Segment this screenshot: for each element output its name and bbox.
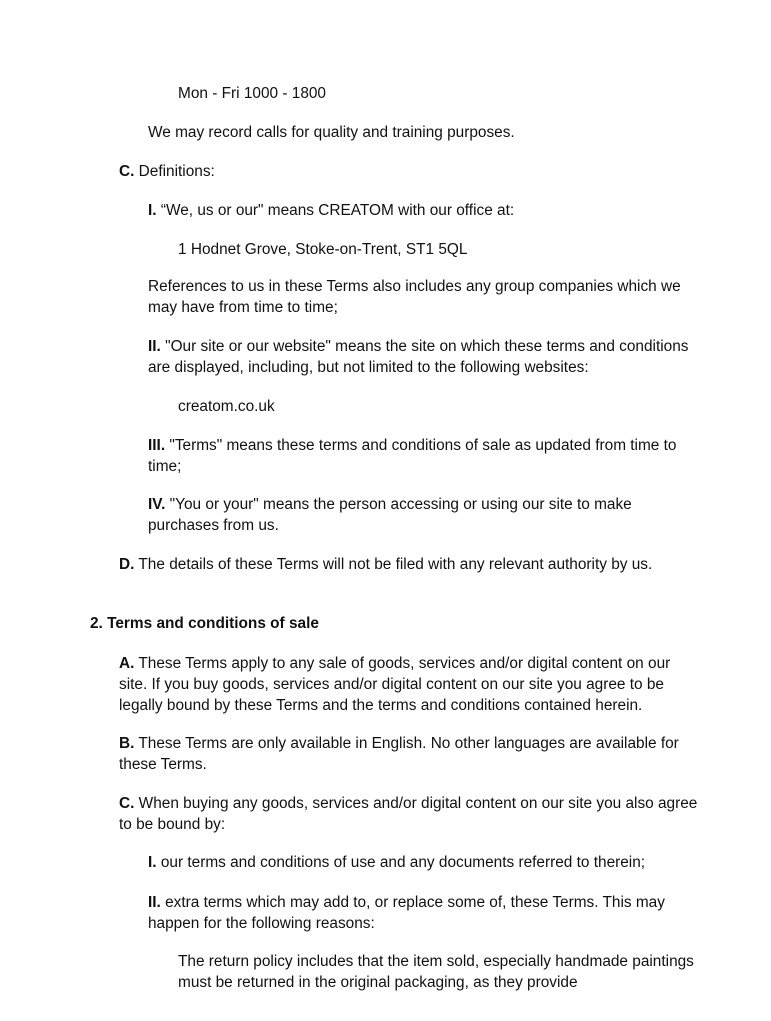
item-text: These Terms apply to any sale of goods, services and/or digital content on our site. If you buy goods, services and/or digital content on our site you agree to be legally bound by these Terms and the terms and conditions contained herein. [119, 655, 671, 714]
item-text: When buying any goods, services and/or digital content on our site you also agree to be bound by: [119, 795, 698, 833]
section-2-item-a [119, 653, 699, 716]
call-recording-notice: We may record calls for quality and training purposes. [148, 124, 515, 141]
item-text: "Our site or our website" means the site on which these terms and conditions are displayed, including, but not limited to the following websites: [148, 338, 689, 376]
return-policy-paragraph: The return policy includes that the item sold, especially handmade paintings must be returned in the original packaging, as they provide [178, 953, 694, 991]
item-text: extra terms which may add to, or replace some of, these Terms. This may happen for the following reasons: [148, 894, 665, 932]
item-label: III. [148, 437, 166, 454]
item-text: Definitions: [134, 163, 215, 180]
section-2-item-c-i [148, 852, 693, 873]
filing-statement [119, 554, 699, 575]
item-label: I. [148, 854, 157, 871]
office-hours: Mon - Fri 1000 - 1800 [178, 85, 326, 102]
definition-terms [148, 435, 693, 477]
item-label: B. [119, 735, 135, 752]
item-label: I. [148, 202, 157, 219]
item-label: IV. [148, 496, 166, 513]
item-text: "Terms" means these terms and conditions of sale as updated from time to time; [148, 437, 677, 475]
definitions-heading [119, 161, 699, 182]
item-text: "You or your" means the person accessing or using our site to make purchases from us. [148, 496, 632, 534]
item-label: A. [119, 655, 135, 672]
item-text: “We, us or our" means CREATOM with our office at: [156, 202, 515, 219]
section-2-heading: 2. Terms and conditions of sale [90, 615, 319, 632]
item-label: II. [148, 338, 161, 355]
website-name: creatom.co.uk [178, 398, 275, 415]
item-label: C. [119, 163, 135, 180]
definition-you-your [148, 494, 693, 536]
definition-our-site [148, 336, 693, 378]
definition-we-us-our [148, 200, 693, 221]
section-2-item-c-ii [148, 892, 693, 934]
item-label: II. [148, 894, 161, 911]
item-label: C. [119, 795, 135, 812]
item-text: These Terms are only available in English. No other languages are available for these Terms. [119, 735, 679, 773]
item-label: D. [119, 556, 135, 573]
item-text: The details of these Terms will not be filed with any relevant authority by us. [134, 556, 653, 573]
references-paragraph: References to us in these Terms also includes any group companies which we may have from time to time; [148, 278, 681, 316]
section-2-item-c [119, 793, 699, 835]
office-address: 1 Hodnet Grove, Stoke-on-Trent, ST1 5QL [178, 241, 468, 258]
section-2-item-b [119, 733, 699, 775]
item-text: our terms and conditions of use and any documents referred to therein; [156, 854, 646, 871]
